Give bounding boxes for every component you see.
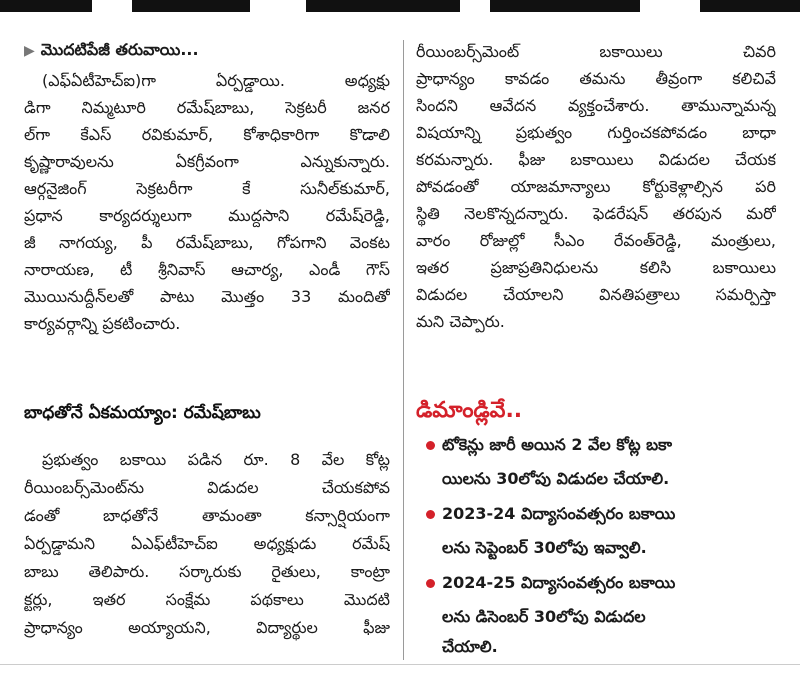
demand-line: 2024-25 విద్యాసంవత్సరం బకాయి <box>442 573 676 592</box>
paragraph-line: ప్రభుత్వం బకాయి పడిన రూ. 8 వేల కోట్ల <box>42 450 390 469</box>
paragraph-line: ప్రాధాన్యం అయ్యాయని, విద్యార్థుల ఫీజు <box>24 618 390 637</box>
column-divider <box>403 40 404 660</box>
paragraph-line: డిగా నిమ్మటూరి రమేష్‌బాబు, సెక్రటరీ జనర <box>24 98 390 117</box>
paragraph-line: విషయాన్ని ప్రభుత్వం గుర్తించకపోవడం బాధా <box>416 123 776 142</box>
subheading: బాధతోనే ఏకమయ్యాం: రమేష్‌బాబు <box>24 403 261 423</box>
paragraph-line: పోవడంతో యాజమాన్యాలు కోర్టుకెళ్లాల్సిన పరి <box>416 177 776 196</box>
paragraph-line: ఇతర ప్రజాప్రతినిధులను కలిసి బకాయిలు <box>416 258 776 277</box>
demand-line: లను సెప్టెంబర్ 30లోపు ఇవ్వాలి. <box>442 538 647 557</box>
headline-glyph-gap <box>92 0 132 14</box>
demand-line: యిలను 30లోపు విడుదల చేయాలి. <box>442 469 670 488</box>
paragraph-line: ఏర్పడ్డామని ఏఎఫ్‌టీహెచ్ఐ అధ్యక్షుడు రమేష్ <box>24 534 390 553</box>
paragraph-line: కరమన్నారు. ఫీజు బకాయిలు విడుదల చేయక <box>416 150 776 169</box>
demand-line: టోకెన్లు జారీ అయిన 2 వేల కోట్ల బకా <box>442 435 672 454</box>
continuation-kicker <box>24 38 199 62</box>
paragraph-line: డంతో బాధతోనే తామంతా కన్సార్షియంగా <box>24 506 390 525</box>
paragraph-line: ల్‌గా కేఎస్ రవికుమార్, కోశాధికారిగా కొడాలి <box>24 125 390 144</box>
paragraph-line: మొయినుద్దీన్‌లతో పాటు మొత్తం 33 మందితో <box>24 287 390 306</box>
paragraph-line: కార్యవర్గాన్ని ప్రకటించారు. <box>24 314 181 333</box>
paragraph-line: స్థితి నెలకొన్నదన్నారు. ఫెడరేషన్ తరపున మరో <box>416 204 776 223</box>
headline-strip-clipped <box>0 0 800 26</box>
chevron-right-icon: ▶ <box>24 43 35 59</box>
bottom-rule <box>0 664 800 665</box>
demand-line: చేయాలి. <box>442 637 498 656</box>
paragraph-line: (ఎఫ్ఏటీహెచ్ఐ)గా ఏర్పడ్డాయి. అధ్యక్షు <box>42 71 390 90</box>
headline-glyph-gap <box>250 0 306 14</box>
paragraph-line: కృష్ణారావులను ఏకగ్రీవంగా ఎన్నుకున్నారు. <box>24 152 390 171</box>
red-dot-bullet-icon <box>426 510 435 519</box>
paragraph-line: రీయింబర్స్‌మెంట్ బకాయిలు చివరి <box>416 42 776 61</box>
headline-glyph-gap <box>460 0 490 14</box>
paragraph-line: బాబు తెలిపారు. సర్కారుకు రైతులు, కాంట్రా <box>24 562 390 581</box>
paragraph-line: ప్రాధాన్యం కావడం తమను తీవ్రంగా కలిచివే <box>416 69 776 88</box>
paragraph-line: వారం రోజుల్లో సీఎం రేవంత్‌రెడ్డి, మంత్రులు, <box>416 231 776 250</box>
kicker-text: మొదటిపేజీ తరువాయి... <box>40 40 199 59</box>
paragraph-line: విడుదల చేయాలని వినతిపత్రాలు సమర్పిస్తా <box>416 285 776 304</box>
demand-line: 2023-24 విద్యాసంవత్సరం బకాయి <box>442 504 676 523</box>
paragraph-line: మని చెప్పారు. <box>416 312 505 331</box>
paragraph-line: జీ నాగయ్య, పీ రమేష్‌బాబు, గోపగాని వెంకట <box>24 233 390 252</box>
demands-heading: డిమాండ్లివే.. <box>416 398 523 423</box>
paragraph-line: సిందని ఆవేదన వ్యక్తంచేశారు. తామున్నామన్న <box>416 96 776 115</box>
red-dot-bullet-icon <box>426 441 435 450</box>
paragraph-line: నారాయణ, టీ శ్రీనివాస్ ఆచార్య, ఎండీ గౌస్ <box>24 260 390 279</box>
paragraph-line: రీయింబర్స్‌మెంట్‌ను విడుదల చేయకపోవ <box>24 478 390 497</box>
headline-glyph-gap <box>640 0 700 14</box>
paragraph-line: క్టర్లు, ఇతర సంక్షేమ పథకాలు మొదటి <box>24 590 390 609</box>
paragraph-line: ప్రధాన కార్యదర్శులుగా ముద్దసాని రమేష్‌రెడ్డి, <box>24 206 390 225</box>
paragraph-line: ఆర్గనైజింగ్ సెక్రటరీగా కే సునీల్‌కుమార్, <box>24 179 390 198</box>
demand-line: లను డిసెంబర్ 30లోపు విడుదల <box>442 607 646 626</box>
red-dot-bullet-icon <box>426 579 435 588</box>
